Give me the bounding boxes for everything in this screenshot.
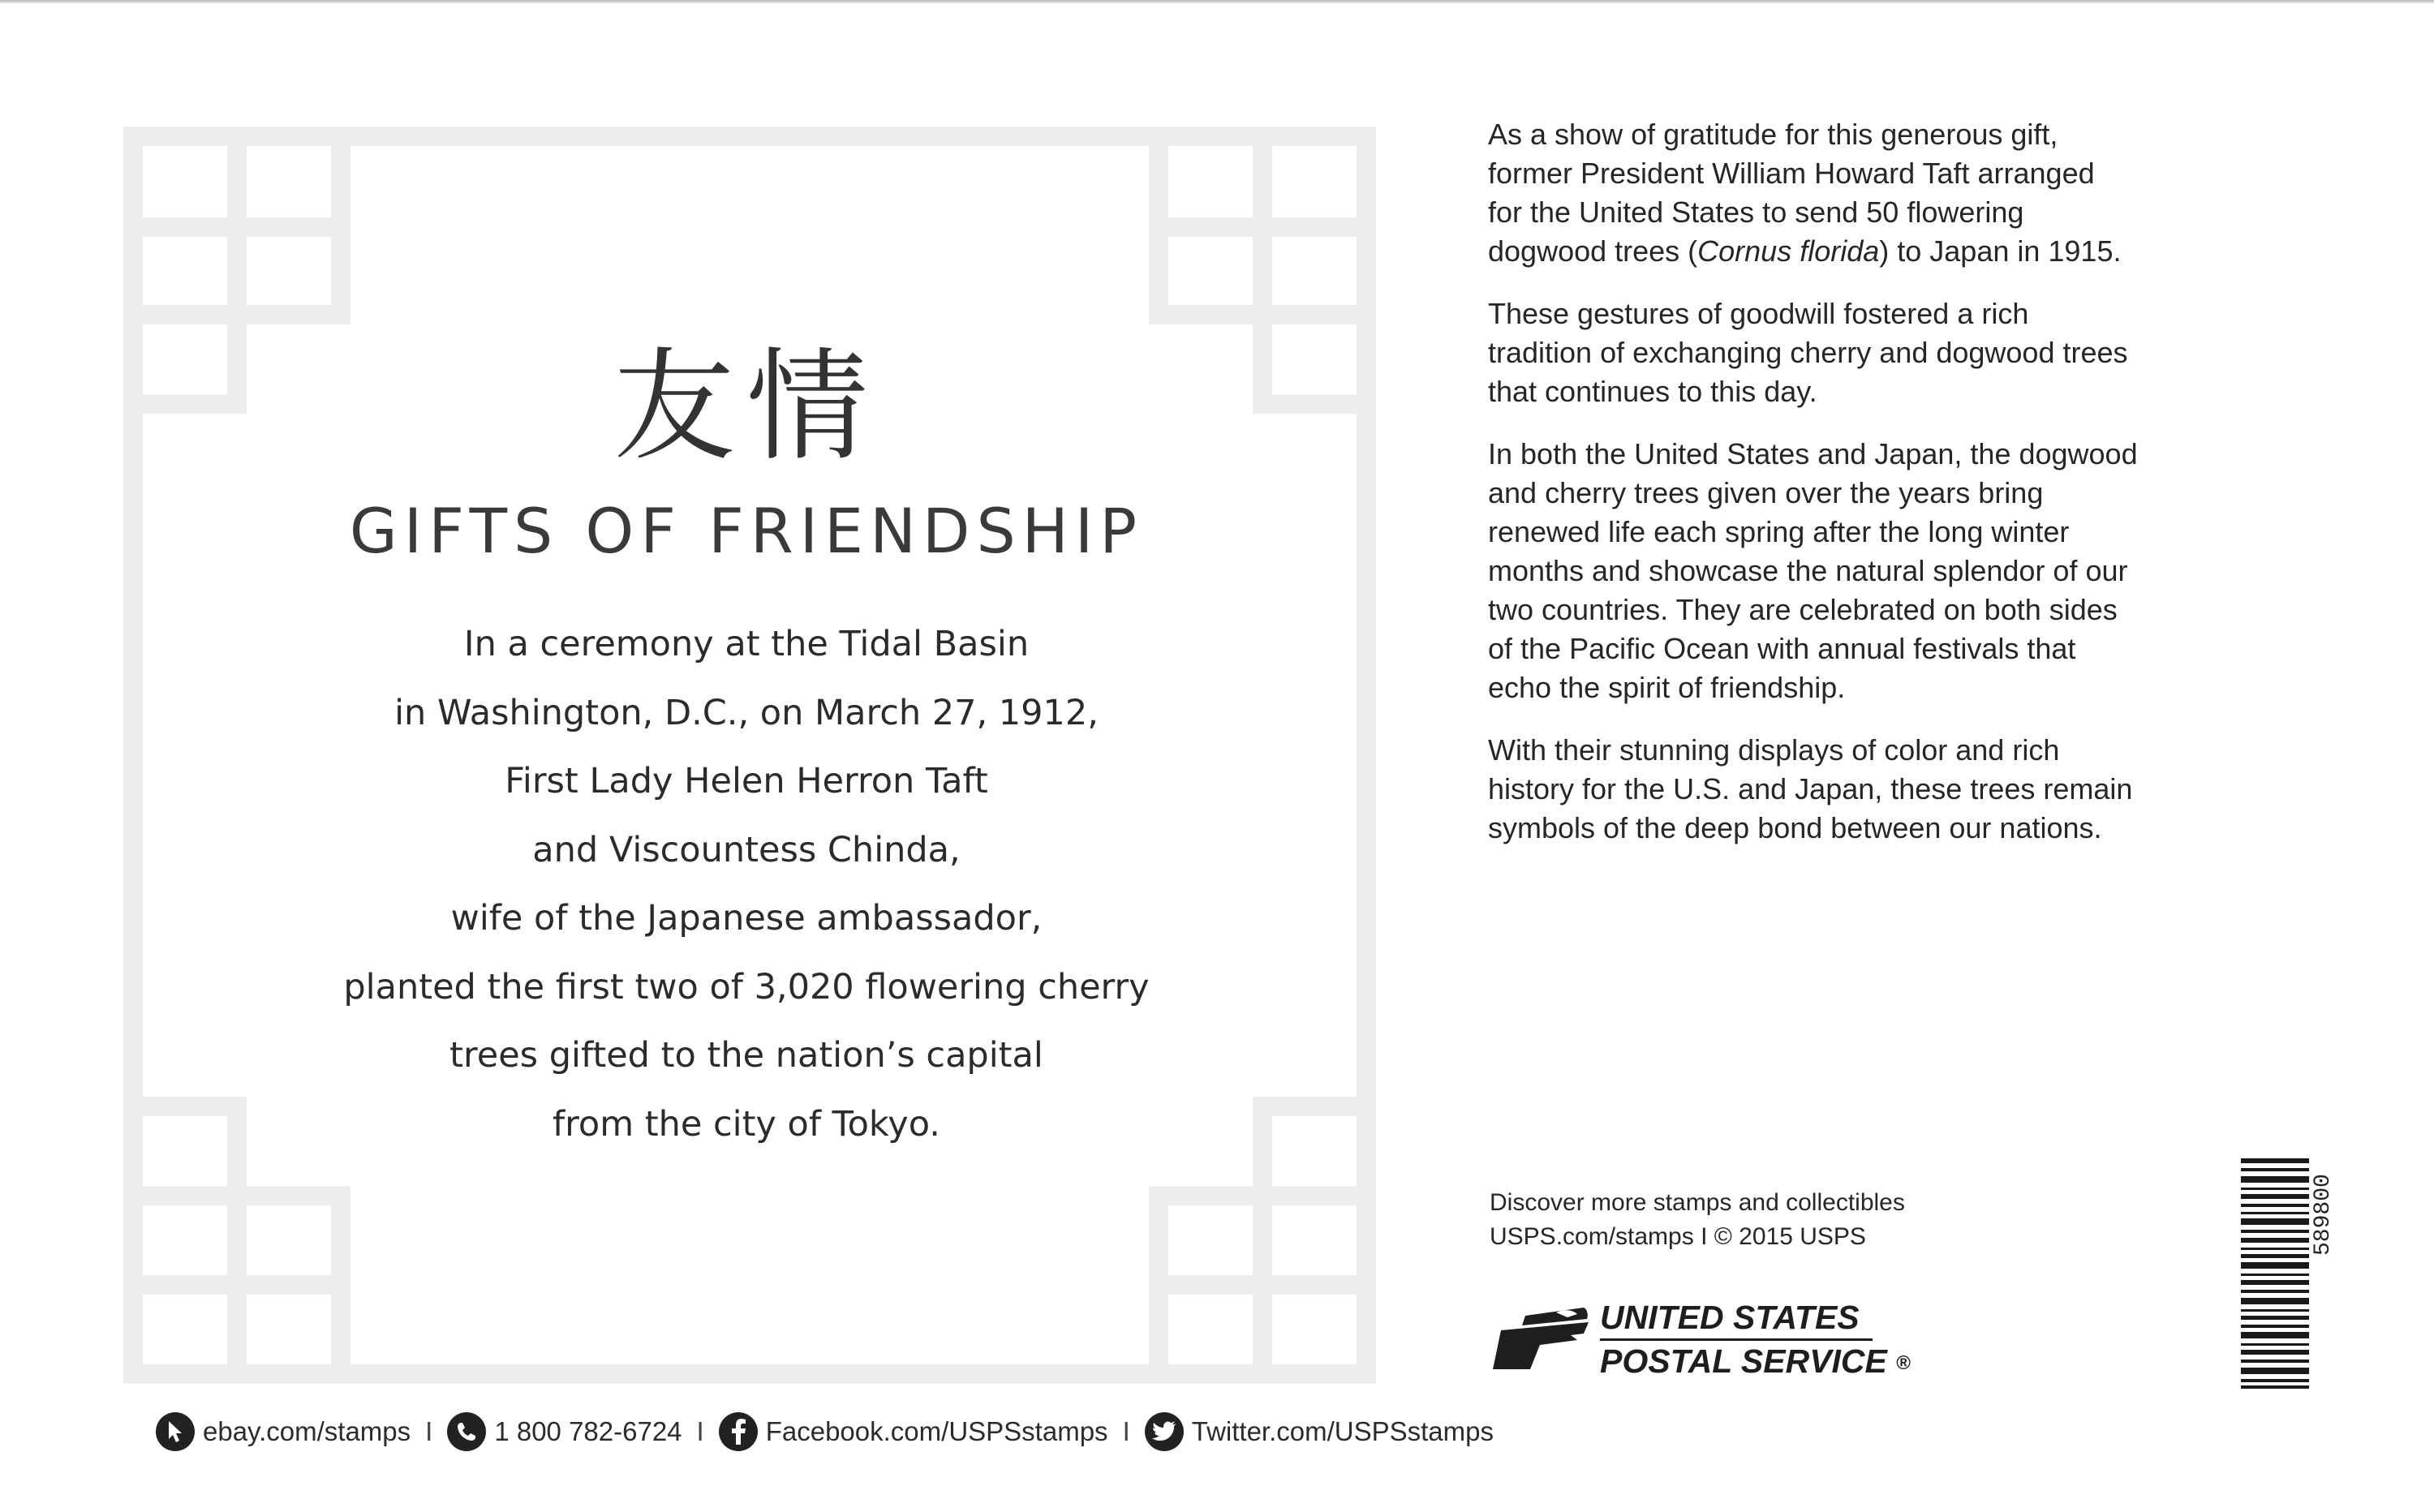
usps-wordmark: [1600, 1298, 1911, 1383]
discover-note: [1490, 1186, 1905, 1254]
species-name: Cornus florida: [1697, 234, 1880, 268]
text-line: symbols of the deep bond between our nations.: [1488, 811, 2102, 844]
text-line: history for the U.S. and Japan, these trees remain: [1488, 772, 2133, 805]
text-line: former President William Howard Taft arranged: [1488, 157, 2095, 190]
twitter-icon: [1145, 1412, 1184, 1451]
facebook-link[interactable]: [719, 1412, 1108, 1451]
ebay-link[interactable]: [156, 1412, 411, 1451]
phone-link-text: 1 800 782-6724: [494, 1416, 682, 1446]
text-line: As a show of gratitude for this generous gift,: [1488, 118, 2058, 151]
phone-icon: [447, 1412, 486, 1451]
discover-line: Discover more stamps and collectibles: [1490, 1189, 1905, 1216]
text-line: In both the United States and Japan, the dogwood: [1488, 437, 2138, 470]
paragraph: [1488, 115, 2186, 271]
text-line: With their stunning displays of color and rich: [1488, 733, 2060, 767]
twitter-link-text: Twitter.com/USPSstamps: [1191, 1416, 1494, 1446]
story-line: In a ceremony at the Tidal Basin: [463, 624, 1030, 664]
facebook-icon: [719, 1412, 758, 1451]
eagle-icon: [1493, 1298, 1590, 1371]
paragraph: [1488, 731, 2186, 848]
story-line: from the city of Tokyo.: [553, 1103, 940, 1145]
ebay-link-text: ebay.com/stamps: [203, 1416, 411, 1446]
text-line: echo the spirit of friendship.: [1488, 671, 1846, 704]
text-line: two countries. They are celebrated on both sides: [1488, 593, 2118, 626]
text-line: and cherry trees given over the years bring: [1488, 476, 2044, 509]
text-line: [1488, 232, 2186, 271]
separator: I: [696, 1416, 704, 1446]
twitter-link[interactable]: [1145, 1412, 1494, 1451]
story-text: [308, 610, 1185, 1158]
separator: I: [1122, 1416, 1130, 1446]
separator: I: [425, 1416, 433, 1446]
text-line: for the United States to send 50 flowering: [1488, 195, 2024, 229]
cursor-icon: [156, 1412, 195, 1451]
barcode-number: 589800: [2311, 1174, 2336, 1256]
discover-link[interactable]: USPS.com/stamps I © 2015 USPS: [1490, 1223, 1866, 1250]
paragraph: [1488, 294, 2186, 411]
kanji-heading: 友情: [613, 337, 879, 478]
barcode: [2241, 1158, 2309, 1389]
facebook-link-text: Facebook.com/USPSstamps: [765, 1416, 1108, 1446]
story-line: First Lady Helen Herron Taft: [505, 761, 988, 801]
paragraph: [1488, 435, 2186, 707]
story-line: trees gifted to the nation’s capital: [449, 1035, 1043, 1076]
registered-mark: ®: [1896, 1352, 1911, 1375]
text-fragment: ) to Japan in 1915.: [1879, 234, 2122, 268]
text-line: renewed life each spring after the long winter: [1488, 515, 2070, 548]
usps-line2-text: POSTAL SERVICE: [1600, 1342, 1887, 1380]
text-fragment: dogwood trees (: [1488, 234, 1698, 268]
text-line: months and showcase the natural splendor of our: [1488, 554, 2128, 587]
story-line: planted the first two of 3,020 flowering cherry: [343, 966, 1150, 1007]
usps-line2: [1600, 1342, 1911, 1383]
story-line: wife of the Japanese ambassador,: [450, 898, 1043, 939]
text-line: These gestures of goodwill fostered a rich: [1488, 297, 2029, 330]
story-line: in Washington, D.C., on March 27, 1912,: [394, 692, 1099, 733]
story-line: and Viscountess Chinda,: [532, 829, 961, 870]
page-title: GIFTS OF FRIENDSHIP: [349, 495, 1144, 567]
wordmark-rule: [1600, 1338, 1873, 1341]
contact-row: [156, 1407, 1494, 1456]
text-line: tradition of exchanging cherry and dogwood trees: [1488, 336, 2128, 369]
phone-link[interactable]: [447, 1412, 682, 1451]
right-column-text: [1488, 115, 2186, 871]
text-line: that continues to this day.: [1488, 375, 1817, 408]
usps-line1: UNITED STATES: [1600, 1299, 1860, 1336]
text-line: of the Pacific Ocean with annual festivals that: [1488, 632, 2076, 665]
